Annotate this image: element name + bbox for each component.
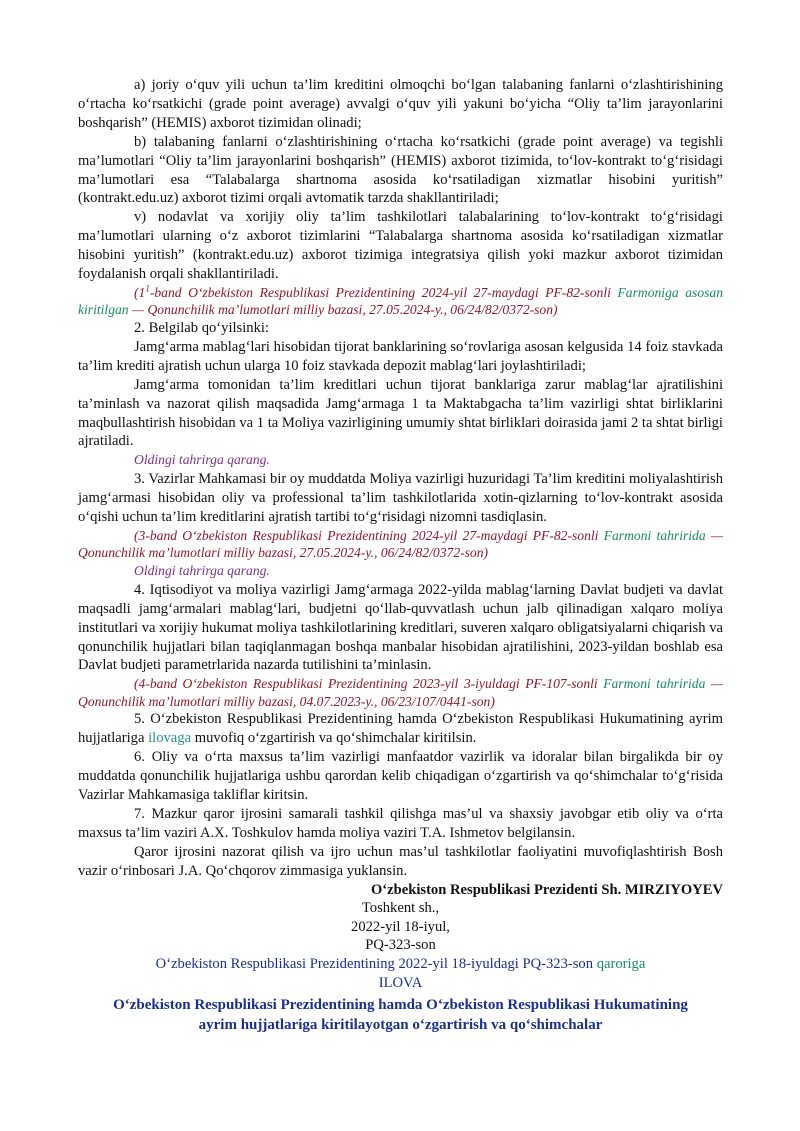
note-4-link[interactable]: Farmoni tahririda	[603, 676, 706, 692]
annex-link[interactable]: ilovaga	[148, 730, 192, 747]
note-3-link[interactable]: Farmoni tahririda	[603, 527, 706, 543]
annex-title-line-2: ayrim hujjatlariga kiritilayotgan o‘zgartirish va qo‘shimchalar	[198, 1016, 603, 1033]
document-page	[78, 76, 723, 1035]
note-4-tail: — Qonunchilik ma’lumotlari milliy bazasi, 04.07.2023-y., 06/23/107/0441-son)	[78, 676, 723, 709]
paragraph-7: 7. Mazkur qaror ijrosini samarali tashkil qilishga mas’ul va shaxsiy javobgar etib oliy va o‘rta maxsus ta’lim vaziri A.X. Toshkulov hamda moliya vaziri T.A. Ishmetov belgilansin.	[78, 805, 723, 841]
previous-edition-link-2[interactable]: Oldingi tahrirga qarang.	[134, 562, 270, 578]
signature-details	[78, 899, 723, 955]
note-1-tail: — Qonunchilik ma’lumotlari milliy bazasi, 27.05.2024-y., 06/24/82/0372-son)	[128, 302, 558, 318]
paragraph-2b: Jamg‘arma tomonidan ta’lim kreditlari uchun tijorat banklariga zarur mablag‘lar ajratilishini ta’minlash va nazorat qilish maqsadida Jamg‘armaga 1 ta Maktabgacha ta’lim vazirligi shtat birliklarini maqbullashtirish hisobidan va 1 ta Moliya vazirligining umumiy shtat birliklari doirasida jami 2 ta shtat birligi ajratiladi.	[78, 376, 723, 450]
paragraph-2a: Jamg‘arma mablag‘lari hisobidan tijorat banklarining so‘rovlariga asosan kelgusida 14 foiz stavkada ta’lim krediti ajratish uchun ularga 10 foiz stavkada depozit mablag‘lari joylashtiriladi;	[78, 338, 723, 374]
note-1-sup: 1	[145, 283, 150, 294]
note-3-text: (3-band O‘zbekiston Respublikasi Prezidentining 2024-yil 27-maydagi PF-82-sonli	[134, 527, 604, 543]
signature-city: Toshkent sh.,	[361, 900, 440, 917]
note-1-text: -band O‘zbekiston Respublikasi Prezidentining 2024-yil 27-maydagi PF-82-sonli	[149, 284, 618, 300]
paragraph-2: 2. Belgilab qo‘yilsinki:	[134, 319, 269, 336]
paragraph-a: a) joriy o‘quv yili uchun ta’lim kreditini olmoqchi bo‘lgan talabaning fanlarni o‘zlashtirishining o‘rtacha ko‘rsatkichi (grade point average) avvalgi o‘quv yili yakuni bo‘yicha “Oliy ta’lim jarayonlarini boshqarish” (HEMIS) axborot tizimidan olinadi;	[78, 77, 723, 131]
annex-label: ILOVA	[378, 974, 423, 991]
note-1-prefix: (1	[134, 284, 146, 300]
amendment-note-4	[78, 675, 723, 710]
annex-reference	[78, 955, 723, 974]
paragraph-3: 3. Vazirlar Mahkamasi bir oy muddatda Moliya vazirligi huzuridagi Ta’lim kreditini moliyalashtirish jamg‘armasi hisobidan oliy va professional ta’lim tashkilotlarida xotin-qizlarning to‘lov-kontrakt asosida o‘qishi uchun ta’lim kreditlarini ajratish tartibi to‘g‘risidagi nizomni tasdiqlasin.	[78, 471, 723, 526]
previous-edition-link-1[interactable]: Oldingi tahrirga qarang.	[134, 452, 270, 468]
annex-title-line-1: O‘zbekiston Respublikasi Prezidentining hamda O‘zbekiston Respublikasi Hukumatining	[113, 996, 688, 1013]
amendment-note-1	[78, 284, 723, 319]
annex-title	[78, 995, 723, 1035]
signature-date: 2022-yil 18-iyul,	[351, 918, 450, 935]
paragraph-8: Qaror ijrosini nazorat qilish va ijro uchun mas’ul tashkilotlar faoliyatini muvofiqlashtirish Bosh vazir o‘rinbosari J.A. Qo‘chqorov zimmasiga yuklansin.	[78, 843, 723, 879]
paragraph-5-start: 5. O‘zbekiston Respublikasi Prezidentining hamda O‘zbekiston Respublikasi Hukumatining ayrim hujjatlariga	[78, 711, 723, 747]
note-1-link[interactable]: Farmoniga asosan kiritilgan	[78, 284, 724, 318]
note-3-tail: — Qonunchilik ma’lumotlari milliy bazasi, 27.05.2024-y., 06/24/82/0372-son)	[78, 527, 723, 561]
paragraph-b: b) talabaning fanlarni o‘zlashtirishining o‘rtacha ko‘rsatkichi (grade point average) va tegishli ma’lumotlari “Oliy ta’lim jarayonlarini boshqarish” (HEMIS) axborot tizimida, to‘lov-kontrakt to‘g‘risidagi ma’lumotlari esa “Talabalarga shartnoma asosida ko‘rsatiladigan xizmatlar hisobini yuritish” (kontrakt.edu.uz) axborot tizimi orqali avtomatik tarzda shakllantiriladi;	[78, 133, 723, 207]
paragraph-5-end: muvofiq o‘zgartirish va qo‘shimchalar kiritilsin.	[191, 730, 477, 747]
paragraph-4: 4. Iqtisodiyot va moliya vazirligi Jamg‘armaga 2022-yilda mablag‘larning Davlat budjeti va davlat maqsadli jamg‘armalari mablag‘lari, budjetni qo‘llab-quvvatlash uchun jalb qilinadigan xalqaro moliya institutlari va xorijiy hukumat moliya tashkilotlarining kreditlari, suveren xalqaro obligatsiyalarni chiqarish va qonunchilik hujjatlari bilan taqiqlanmagan boshqa manbalar hisobidan ajratilishini, 2023-yildan boshlab esa Davlat budjeti parametrlarida nazarda tutilishini ta’minlasin.	[78, 581, 723, 674]
annex-reference-text: O‘zbekiston Respublikasi Prezidentining 2022-yil 18-iyuldagi PQ-323-son	[155, 955, 597, 972]
paragraph-6: 6. Oliy va o‘rta maxsus ta’lim vazirligi manfaatdor vazirlik va idoralar bilan birgalikda bir oy muddatda qonunchilik hujjatlariga ushbu qarordan kelib chiqadigan o‘zgartirish va qo‘shimchalar to‘g‘risida Vazirlar Mahkamasiga takliflar kiritsin.	[78, 749, 723, 803]
note-4-text: (4-band O‘zbekiston Respublikasi Prezidentining 2023-yil 3-iyuldagi PF-107-sonli	[134, 676, 604, 692]
annex-reference-link[interactable]: qaroriga	[596, 955, 646, 972]
paragraph-5	[78, 710, 723, 748]
signature-line: O‘zbekiston Respublikasi Prezidenti Sh. MIRZIYOYEV	[370, 881, 723, 898]
paragraph-v: v) nodavlat va xorijiy oliy ta’lim tashkilotlari talabalarining to‘lov-kontrakt to‘g‘risidagi ma’lumotlari ularning o‘z axborot tizimlarini “Talabalarga shartnoma asosida ko‘rsatiladigan xizmatlar hisobini yuritish” (kontrakt.edu.uz) axborot tizimiga integratsiya qilish yoki mazkur axborot tizimidan foydalanish orqali shakllantiriladi.	[78, 209, 723, 283]
amendment-note-3	[78, 527, 723, 562]
signature-number: PQ-323-son	[365, 937, 436, 954]
